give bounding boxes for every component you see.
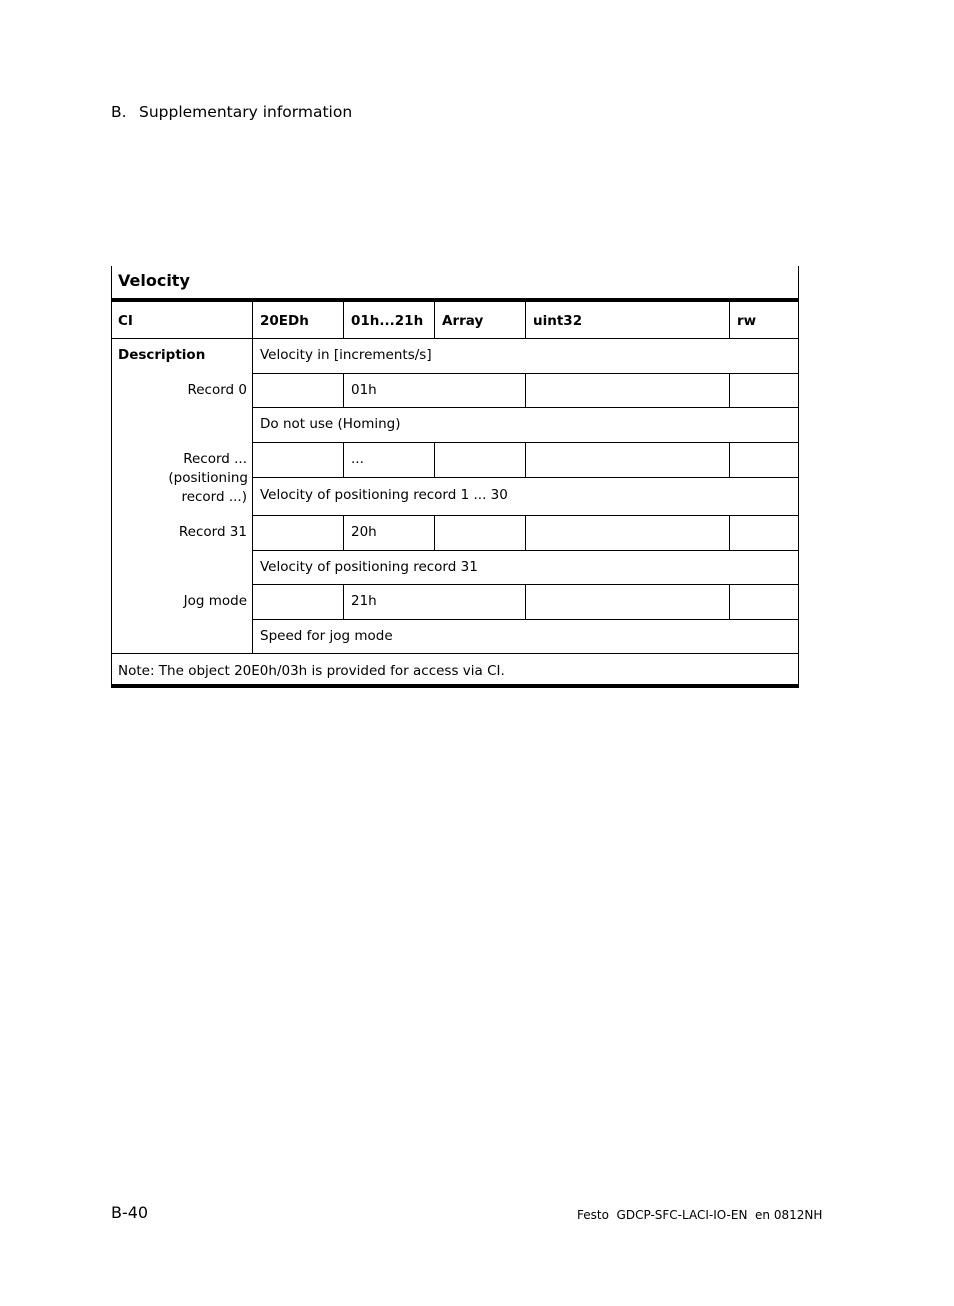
record-0-divider [525, 373, 526, 407]
table-footnote: Note: The object 20E0h/03h is provided for access via CI. [118, 663, 505, 679]
header-divider-2 [343, 302, 344, 338]
record-note: Velocity of positioning record 31 [260, 559, 478, 575]
record-31-divider [729, 515, 730, 550]
velocity-table [111, 266, 799, 688]
row-rule [252, 550, 799, 551]
record-label: Record 31 [178, 524, 247, 540]
section-letter: B. [111, 103, 127, 121]
title-rule [111, 298, 799, 302]
record-subindex: 20h [351, 524, 377, 540]
jog-divider [729, 584, 730, 619]
header-index: 20EDh [260, 313, 309, 329]
record-note: Do not use (Homing) [260, 416, 401, 432]
page-number: B-40 [111, 1203, 149, 1222]
header-access: rw [737, 313, 757, 329]
header-subindex: 01h...21h [351, 313, 424, 329]
jog-divider [343, 584, 344, 619]
record-subindex: ... [351, 451, 364, 467]
header-divider-5 [729, 302, 730, 338]
record-label: Jog mode [183, 593, 247, 609]
record-0-divider [343, 373, 344, 407]
table-left-border [111, 266, 112, 688]
page-header [111, 103, 352, 121]
record-mid-divider [729, 442, 730, 477]
footnote-rule [111, 653, 799, 654]
record-mid-divider [434, 442, 435, 477]
record-31-divider [343, 515, 344, 550]
header-ci: CI [118, 313, 133, 329]
record-0-divider [729, 373, 730, 407]
header-row-rule [111, 338, 799, 339]
record-mid-divider [343, 442, 344, 477]
header-datatype: uint32 [533, 313, 583, 329]
record-label-line: Record ... [183, 451, 247, 467]
row-rule [252, 407, 799, 408]
record-subindex: 01h [351, 382, 377, 398]
table-title: Velocity [118, 271, 190, 290]
record-note: Velocity of positioning record 1 ... 30 [260, 487, 508, 503]
record-label-line: record ...) [181, 489, 247, 505]
record-label: Record 0 [187, 382, 247, 398]
record-subindex: 21h [351, 593, 377, 609]
document-info: Festo GDCP-SFC-LACI-IO-EN en 0812NH [577, 1208, 823, 1222]
record-31-divider [434, 515, 435, 550]
description-text: Velocity in [increments/s] [260, 347, 432, 363]
row-rule [252, 619, 799, 620]
jog-divider [525, 584, 526, 619]
record-mid-divider [525, 442, 526, 477]
record-31-divider [525, 515, 526, 550]
table-bottom-rule [111, 684, 799, 688]
record-label-line: (positioning [168, 470, 248, 486]
record-note: Speed for jog mode [260, 628, 393, 644]
header-type: Array [442, 313, 484, 329]
header-divider-4 [525, 302, 526, 338]
description-column-divider [252, 302, 253, 654]
row-rule [252, 477, 799, 478]
section-title: Supplementary information [139, 103, 353, 121]
description-label: Description [118, 347, 206, 363]
header-divider-3 [434, 302, 435, 338]
